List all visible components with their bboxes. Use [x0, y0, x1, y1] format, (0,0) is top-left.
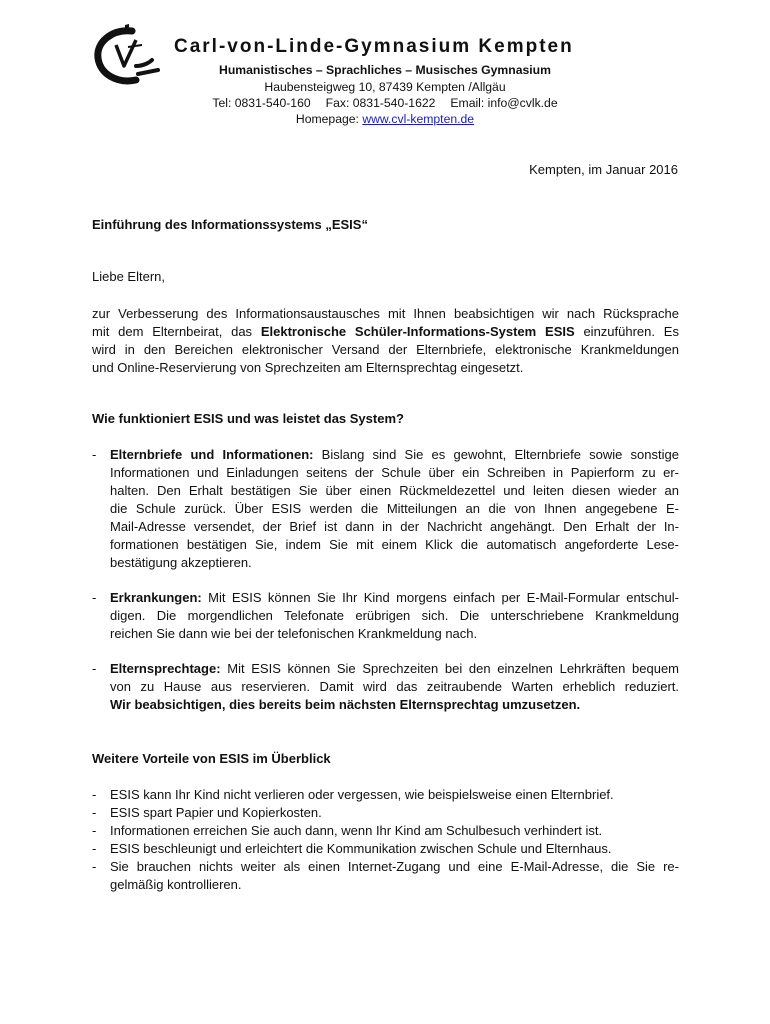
letter-subject: Einführung des Informationssystems „ESIS“ [92, 217, 368, 232]
bullet-dash: - [92, 661, 97, 676]
letter-page: Carl-von-Linde-Gymnasium Kempten Humanistisches – Sprachliches – Musisches Gymnasium Haubensteigweg 10, 87439 Kempten /Allgäu Tel: 0831-540-160 Fax: 0831-540-1622 Email: info@cvlk.de Homepage: www.cvl-kempten.de Kempten, im Januar 2016 Einführung des Informationssystems „ESIS“ Liebe Eltern, zur Verbesserung des Informationsaustausches mit Ihnen beabsichtigen wir nach Rücksprache mit dem Elternbeirat, das Elektronische Schüler-Informations-System ESIS einzuführen. Es wird in den Bereichen elektronischer Versand der Elternbriefe, elektronische Krankmeldungen und Online-Reservierung von Sprechzeiten am Elternsprechtag eingesetzt. Wie funktioniert ESIS und was leistet das System? - Elternbriefe und Informationen: Bislang sind Sie es gewohnt, Elternbriefe sowie sonstige Informationen und Einladungen seitens der Schule über ein Schreiben in Papierform zu er- halten. Den Erhalt bestätigen Sie über einen Rückmeldezettel und leiten diesen wieder an die Schule zurück. Über ESIS werden die Mitteilungen an die von Ihnen angegebene E- Mail-Adresse versendet, der Brief ist dann in der Nachricht angehängt. Den Erhalt der In- formationen bestätigen Sie, indem Sie mit einem Klick die automatisch angeforderte Lese- bestätigung akzeptieren. - Erkrankungen: Mit ESIS können Sie Ihr Kind morgens einfach per E-Mail-Formular entschul- digen. Die morgendlichen Telefonate erübrigen sich. Die unterschriebene Krankmeldung reichen Sie dann wie bei der telefonischen Krankmeldung nach. - Elternsprechtage: Mit ESIS können Sie Sprechzeiten bei den einzelnen Lehrkräften bequem von zu Hause aus reservieren. Damit wird das zeitraubende Warten erheblich reduziert. Wir beabsichtigen, dies bereits beim nächsten Elternsprechtag umzusetzen. Weitere Vorteile von ESIS im Überblick - ESIS kann Ihr Kind nicht verlieren oder vergessen, wie beispielsweise einen Elternbrief. - ESIS spart Papier und Kopierkosten. - Informationen erreichen Sie auch dann, wenn Ihr Kind am Schulbesuch verhindert ist. - ESIS beschleunigt und erleichtert die Kommunikation zwischen Schule und Elternhaus. - Sie brauchen nichts weiter als einen Internet-Zugang und eine E-Mail-Adresse, die Sie re- gelmäßig kontrollieren. [0, 0, 770, 1024]
homepage-link[interactable]: www.cvl-kempten.de [362, 112, 475, 126]
esis-full-name: Elektronische Schüler-Informations-System ESIS [260, 324, 575, 339]
intro-paragraph [92, 305, 679, 377]
intro-line: wird in den Bereichen elektronischer Versand der Elternbriefe, elektronische Krankmeldungen [92, 342, 679, 357]
feature-title: Elternsprechtage: [110, 661, 221, 676]
school-logo [92, 22, 162, 86]
school-name: Carl-von-Linde-Gymnasium Kempten [174, 36, 574, 57]
section-title-advantages: Weitere Vorteile von ESIS im Überblick [92, 751, 331, 766]
intro-line: und Online-Reservierung von Sprechzeiten am Elternsprechtag eingesetzt. [92, 360, 524, 375]
email: Email: info@cvlk.de [450, 96, 558, 110]
bullet-dash: - [92, 447, 97, 462]
homepage-label: Homepage: [295, 112, 359, 126]
section-title-how-esis-works: Wie funktioniert ESIS und was leistet das System? [92, 411, 404, 426]
feature-title: Erkrankungen: [110, 590, 202, 605]
school-profile: Humanistisches – Sprachliches – Musisches Gymnasium [219, 63, 551, 77]
intro-line: mit dem Elternbeirat, das Elektronische Schüler-Informations-System ESIS einzuführen. Es [92, 324, 679, 339]
contact-line [170, 95, 600, 111]
feature-title: Elternbriefe und Informationen: [110, 447, 314, 462]
school-address: Haubensteigweg 10, 87439 Kempten /Allgäu [264, 80, 506, 94]
fax: Fax: 0831-540-1622 [325, 96, 436, 110]
bullet-dash: - [92, 590, 97, 605]
homepage-line [170, 111, 600, 127]
letter-date: Kempten, im Januar 2016 [529, 162, 678, 177]
emphasis-line: Wir beabsichtigen, dies bereits beim nächsten Elternsprechtag umzusetzen. [110, 697, 581, 712]
salutation: Liebe Eltern, [92, 269, 165, 284]
telephone: Tel: 0831-540-160 [212, 96, 311, 110]
intro-line: zur Verbesserung des Informationsaustausches mit Ihnen beabsichtigen wir nach Rücksprache [92, 306, 679, 321]
